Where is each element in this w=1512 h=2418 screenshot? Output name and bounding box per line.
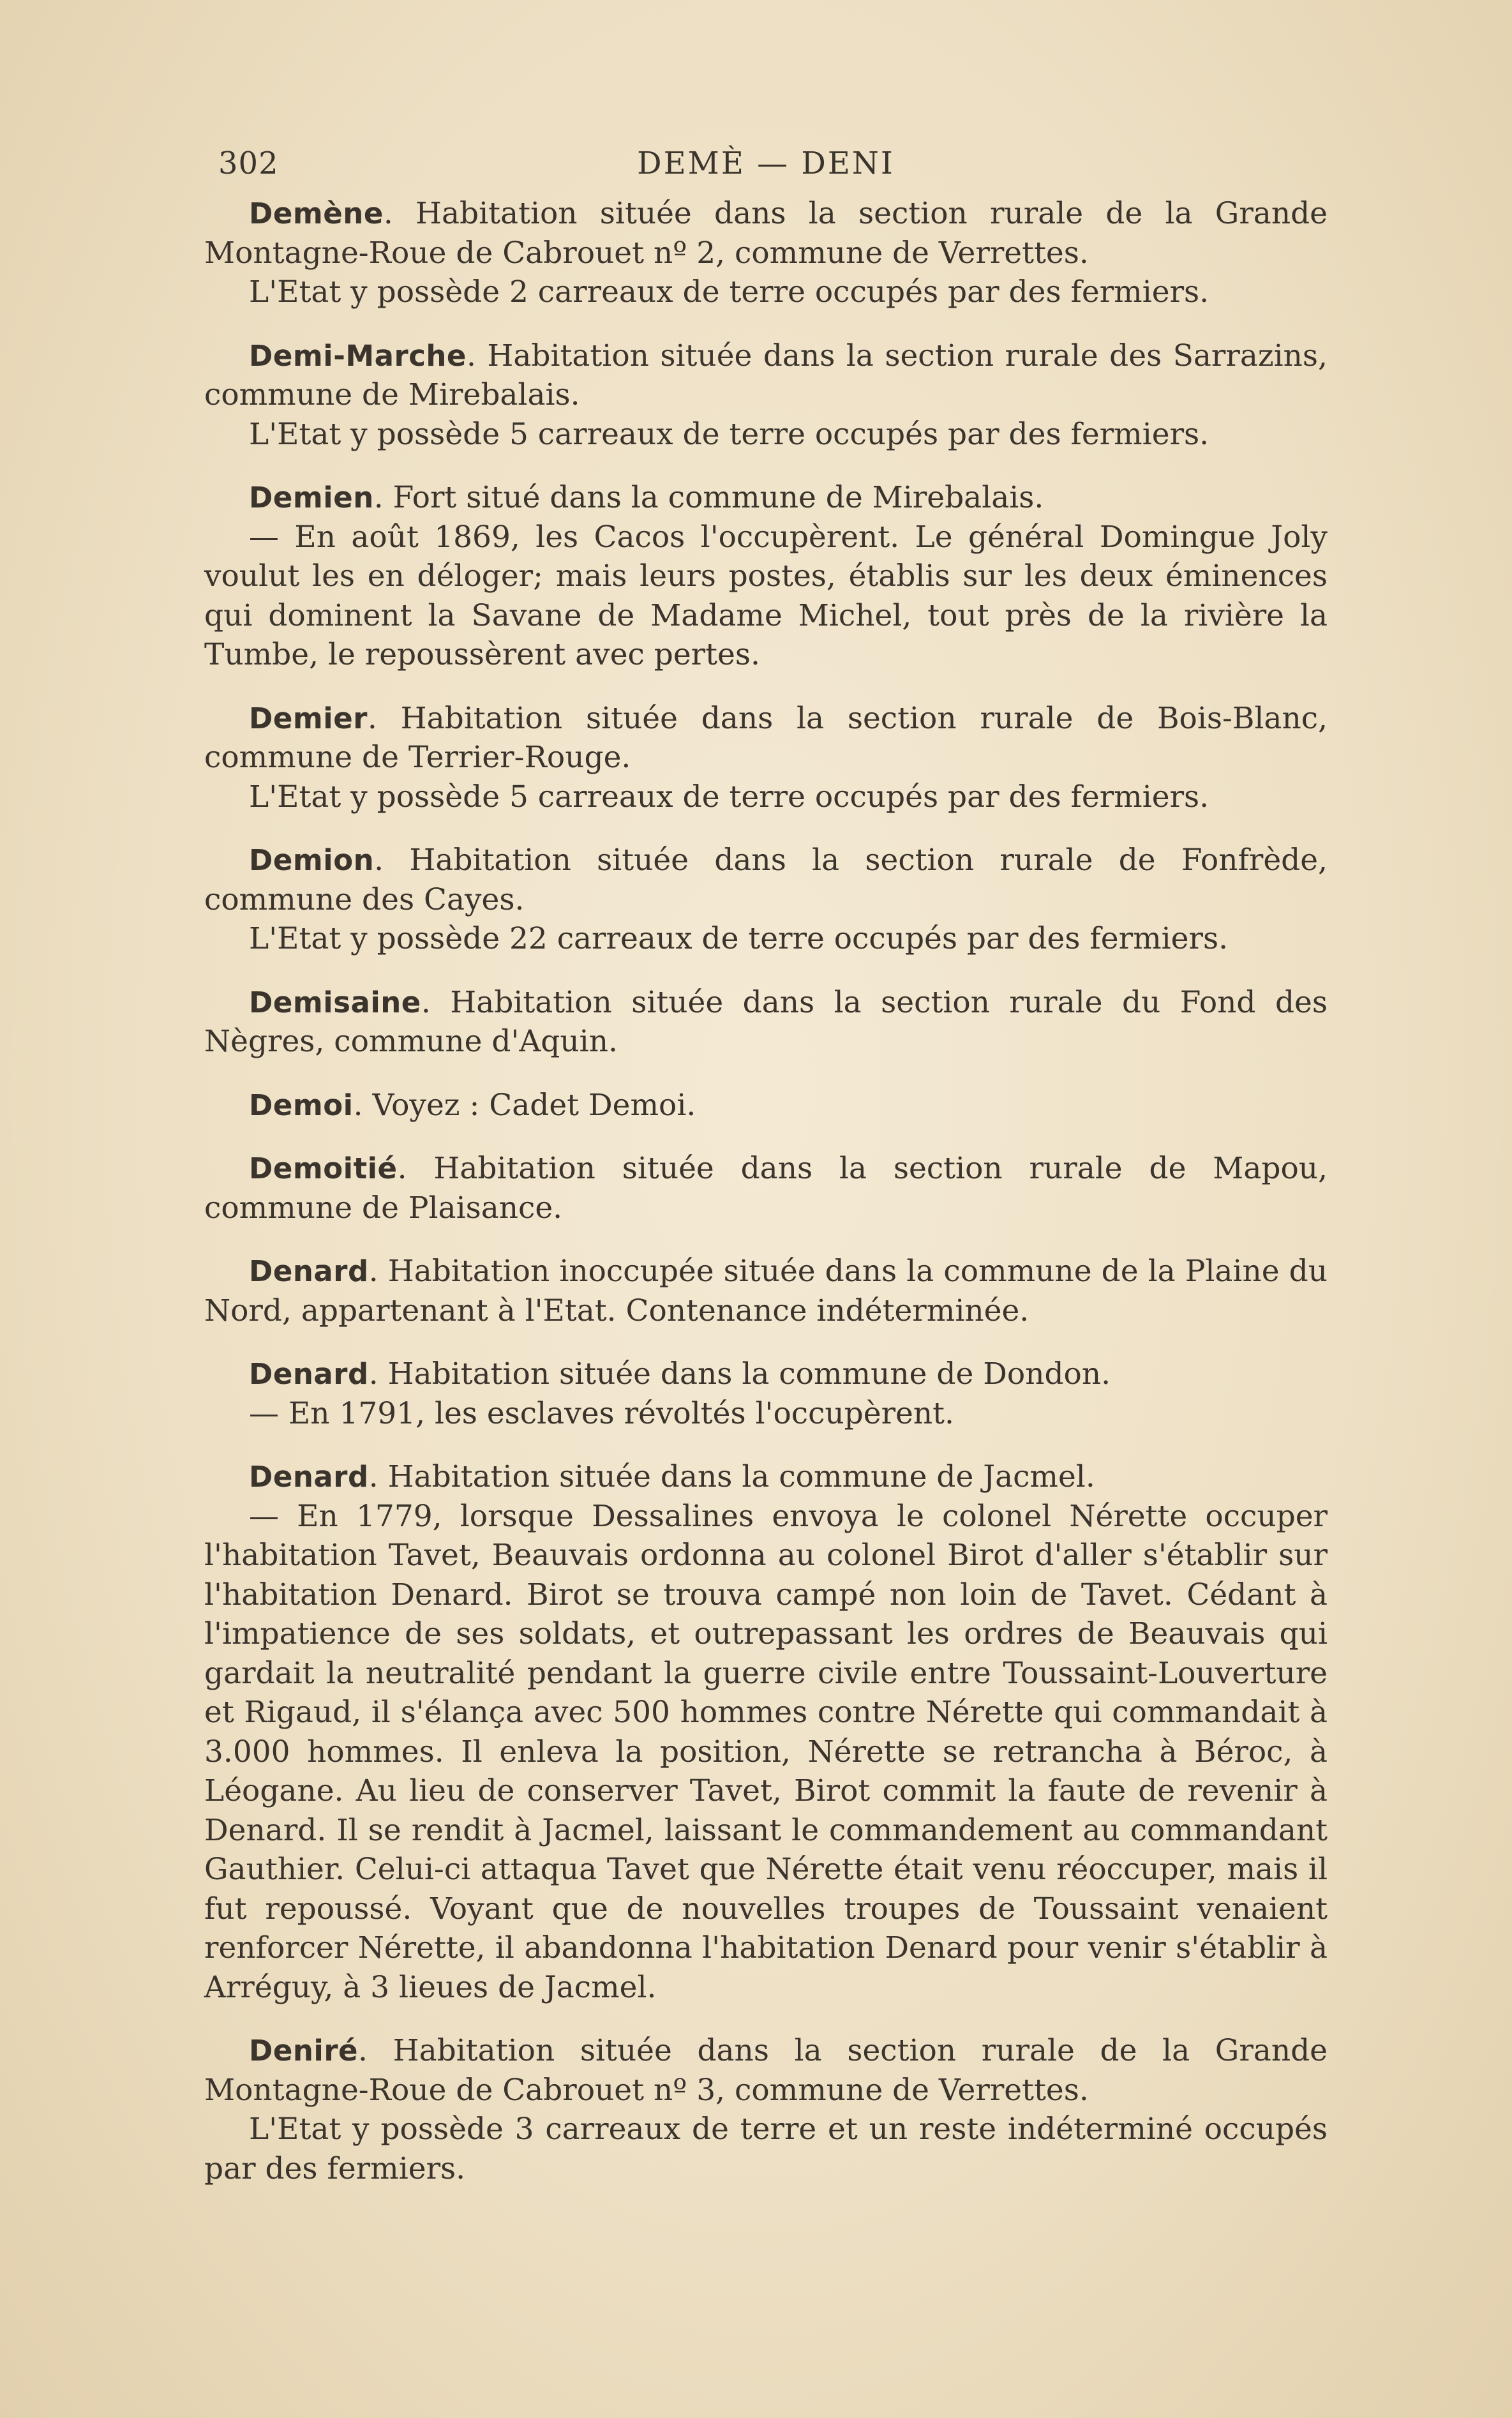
entry-headword: Demi-Marche bbox=[249, 338, 467, 373]
dictionary-entry bbox=[204, 699, 1328, 817]
entry-headword: Demoitié bbox=[249, 1152, 398, 1185]
entry-text: . Voyez : Cadet Demoi. bbox=[353, 1087, 696, 1123]
entry-note: — En 1779, lorsque Dessalines envoya le colonel Nérette occuper l'habitation Tavet, Beauvais ordonna au colonel Birot d'aller s'établir sur l'habitation Denard. Birot se trouva campé non loin de Tavet. Cédant à l'impatience de ses soldats, et outrepassant les ordres de Beauvais qui gardait la neutralité pendant la guerre civile entre Toussaint-Louverture et Rigaud, il s'élança avec 500 hommes contre Nérette qui commandait à 3.000 hommes. Il enleva la position, Nérette se retrancha à Béroc, à Léogane. Au lieu de conserver Tavet, Birot commit la faute de revenir à Denard. Il se rendit à Jacmel, laissant le commandement au commandant Gauthier. Celui-ci attaqua Tavet que Nérette était venu réoccuper, mais il fut repoussé. Voyant que de nouvelles troupes de Toussaint venaient renforcer Nérette, il abandonna l'habitation Denard pour venir s'établir à Arréguy, à 3 lieues de Jacmel. bbox=[204, 1498, 1328, 2005]
entry-note: — En août 1869, les Cacos l'occupèrent. Le général Domingue Joly voulut les en déloger; mais leurs postes, établis sur les deux éminences qui dominent la Savane de Madame Michel, tout près de la rivière la Tumbe, le repoussèrent avec pertes. bbox=[204, 519, 1328, 672]
dictionary-entry bbox=[204, 1149, 1328, 1228]
entry-headword: Deniré bbox=[249, 2034, 359, 2068]
entry-headword: Denard bbox=[249, 1254, 369, 1288]
entry-text: . Fort situé dans la commune de Mirebalais. bbox=[373, 480, 1044, 515]
page-content bbox=[204, 140, 1328, 2212]
dictionary-entry bbox=[204, 841, 1328, 959]
entry-note: L'Etat y possède 5 carreaux de terre occupés par des fermiers. bbox=[249, 416, 1209, 452]
entry-headword: Demier bbox=[249, 701, 368, 735]
entry-headword: Denard bbox=[249, 1460, 369, 1494]
dictionary-entry bbox=[204, 194, 1328, 312]
entry-note: L'Etat y possède 2 carreaux de terre occupés par des fermiers. bbox=[249, 274, 1209, 310]
dictionary-entry bbox=[204, 2031, 1328, 2188]
entry-note: L'Etat y possède 3 carreaux de terre et un reste indéterminé occupés par des fermiers. bbox=[204, 2112, 1328, 2186]
entry-headword: Demien bbox=[249, 481, 374, 514]
dictionary-entry bbox=[204, 478, 1328, 675]
entry-text: . Habitation située dans la section rurale de Fonfrède, commune des Cayes. bbox=[204, 843, 1328, 917]
entry-headword: Demoi bbox=[249, 1088, 354, 1122]
entry-text: . Habitation inoccupée située dans la commune de la Plaine du Nord, appartenant à l'Etat. Contenance indéterminée. bbox=[204, 1254, 1328, 1328]
running-head: DEMÈ — DENI bbox=[637, 146, 895, 181]
entry-text: . Habitation située dans la section rurale de la Grande Montagne-Roue de Cabrouet nº 3, commune de Verrettes. bbox=[204, 2033, 1328, 2108]
entry-headword: Demène bbox=[249, 197, 384, 230]
entry-text: . Habitation située dans la commune de Dondon. bbox=[368, 1356, 1111, 1392]
dictionary-entry bbox=[204, 1252, 1328, 1330]
entry-headword: Denard bbox=[249, 1357, 369, 1391]
entry-text: . Habitation située dans la section rurale de la Grande Montagne-Roue de Cabrouet nº 2, commune de Verrettes. bbox=[204, 196, 1328, 271]
dictionary-entry bbox=[204, 983, 1328, 1062]
entry-text: . Habitation située dans la section rurale du Fond des Nègres, commune d'Aquin. bbox=[204, 984, 1328, 1059]
dictionary-entry bbox=[204, 1355, 1328, 1433]
entry-note: — En 1791, les esclaves révoltés l'occupèrent. bbox=[249, 1395, 954, 1431]
dictionary-entry bbox=[204, 336, 1328, 454]
page-number: 302 bbox=[218, 146, 279, 181]
entry-text: . Habitation située dans la commune de Jacmel. bbox=[368, 1459, 1095, 1494]
entry-text: . Habitation située dans la section rurale de Bois-Blanc, commune de Terrier-Rouge. bbox=[204, 700, 1328, 775]
entry-text: . Habitation située dans la section rurale de Mapou, commune de Plaisance. bbox=[204, 1151, 1328, 1226]
entry-note: L'Etat y possède 5 carreaux de terre occupés par des fermiers. bbox=[249, 779, 1209, 815]
entry-headword: Demisaine bbox=[249, 985, 421, 1019]
entry-text: . Habitation située dans la section rurale des Sarrazins, commune de Mirebalais. bbox=[204, 338, 1328, 412]
entry-headword: Demion bbox=[249, 843, 375, 877]
dictionary-entry bbox=[204, 1086, 1328, 1125]
page-header bbox=[204, 140, 1328, 194]
dictionary-entry bbox=[204, 1457, 1328, 2007]
entry-note: L'Etat y possède 22 carreaux de terre occupés par des fermiers. bbox=[249, 921, 1229, 956]
